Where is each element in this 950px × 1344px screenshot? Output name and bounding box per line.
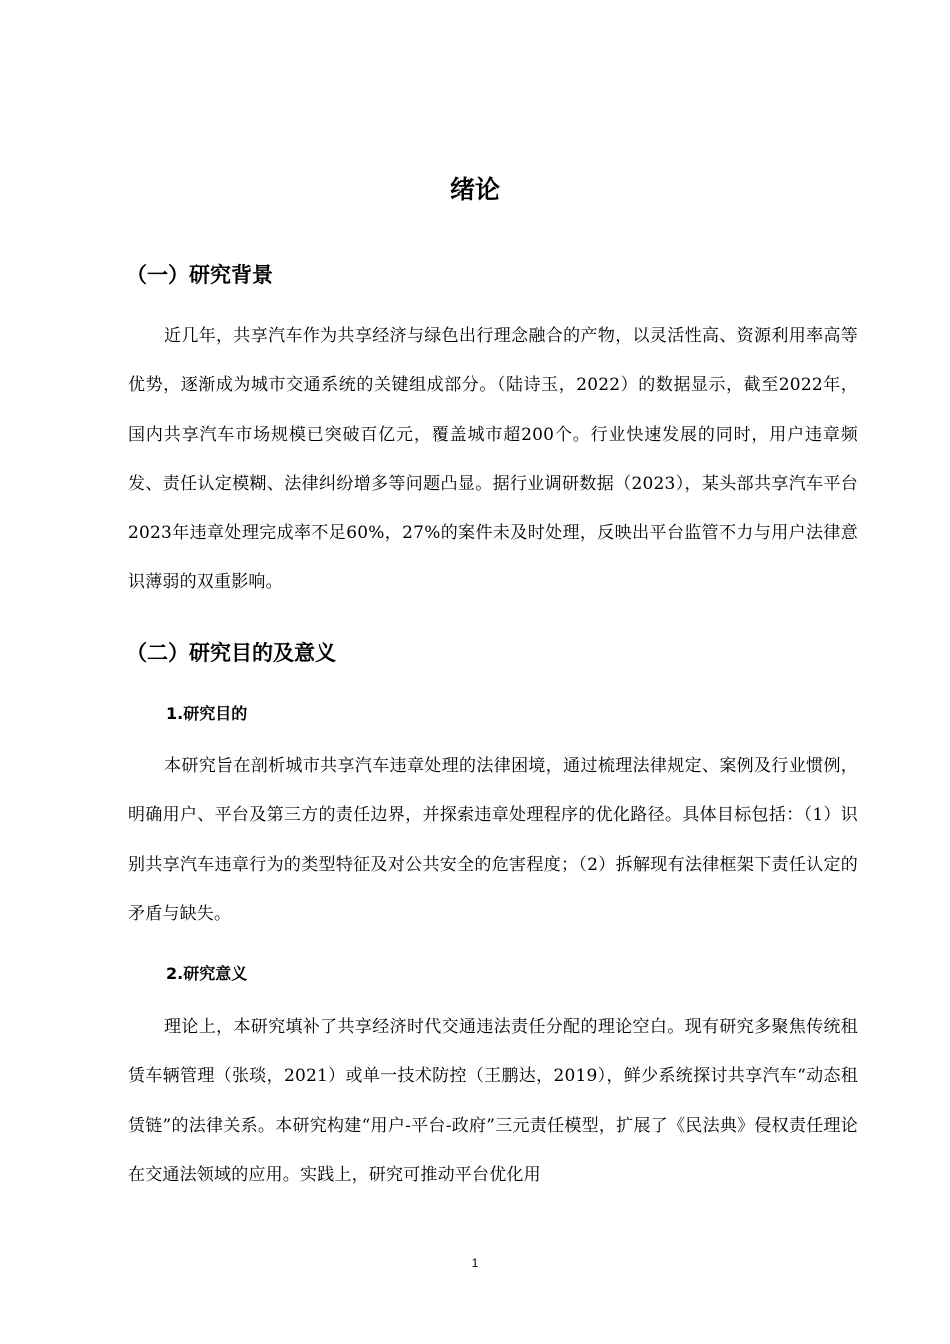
background-paragraph: 近几年，共享汽车作为共享经济与绿色出行理念融合的产物，以灵活性高、资源利用率高等优势，逐渐成为城市交通系统的关键组成部分。（陆诗玉，2022）的数据显示，截至2022年，国内共享汽车市场规模已突破百亿元，覆盖城市超200个。行业快速发展的同时，用户违章频发、责任认定模糊、法律纠纷增多等问题凸显。据行业调研数据（2023），某头部共享汽车平台2023年违章处理完成率不足60%，27%的案件未及时处理，反映出平台监管不力与用户法律意识薄弱的双重影响。 [128, 326, 858, 593]
significance-paragraph: 理论上，本研究填补了共享经济时代交通违法责任分配的理论空白。现有研究多聚焦传统租赁车辆管理（张琰，2021）或单一技术防控（王鹏达，2019），鲜少系统探讨共享汽车“动态租赁链”的法律关系。本研究构建“用户-平台-政府”三元责任模型，扩展了《民法典》侵权责任理论在交通法领域的应用。实践上，研究可推动平台优化用 [128, 1017, 858, 1185]
subsection-heading-significance: 2.研究意义 [166, 964, 248, 983]
page-number: 1 [471, 1256, 479, 1270]
subsection-heading-purpose: 1.研究目的 [166, 704, 248, 723]
section-heading-purpose-significance: （二）研究目的及意义 [126, 641, 336, 665]
page-title: 绪论 [449, 175, 500, 204]
section-heading-background: （一）研究背景 [126, 263, 273, 287]
purpose-paragraph: 本研究旨在剖析城市共享汽车违章处理的法律困境，通过梳理法律规定、案例及行业惯例，明确用户、平台及第三方的责任边界，并探索违章处理程序的优化路径。具体目标包括：（1）识别共享汽车违章行为的类型特征及对公共安全的危害程度；（2）拆解现有法律框架下责任认定的矛盾与缺失。 [128, 756, 858, 924]
